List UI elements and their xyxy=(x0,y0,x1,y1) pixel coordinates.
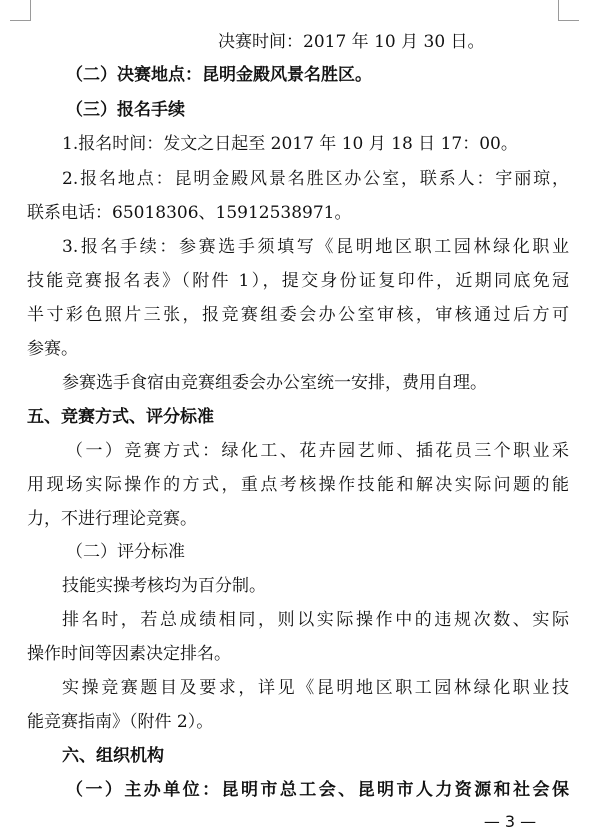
registration-procedure-line-4: 参赛。 xyxy=(27,339,78,359)
contact-phone-line: 联系电话：65018306、15912538971。 xyxy=(27,203,352,223)
accommodation-line: 参赛选手食宿由竞赛组委会办公室统一安排，费用自理。 xyxy=(62,373,487,393)
competition-method-line-1: （一）竞赛方式：绿化工、花卉园艺师、插花员三个职业采 xyxy=(66,441,569,461)
registration-place-line: 2.报名地点：昆明金殿风景名胜区办公室，联系人：宇丽琼， xyxy=(62,169,569,189)
section-five-heading: 五、竞赛方式、评分标准 xyxy=(27,407,214,427)
page-corner-mark-top-right xyxy=(558,0,579,21)
registration-procedure-line-2: 技能竞赛报名表》（附件 1），提交身份证复印件，近期同底免冠 xyxy=(27,271,569,291)
registration-heading: （三）报名手续 xyxy=(66,100,185,120)
ranking-line-2: 操作时间等因素决定排名。 xyxy=(27,644,231,664)
organizer-line: （一）主办单位：昆明市总工会、昆明市人力资源和社会保 xyxy=(66,780,569,800)
competition-method-line-2: 用现场实际操作的方式，重点考核操作技能和解决实际问题的能 xyxy=(27,475,569,495)
registration-procedure-line-1: 3.报名手续：参赛选手须填写《昆明地区职工园林绿化职业 xyxy=(62,237,569,257)
competition-method-line-3: 力，不进行理论竞赛。 xyxy=(27,509,197,529)
registration-procedure-line-3: 半寸彩色照片三张，报竞赛组委会办公室审核，审核通过后方可 xyxy=(27,305,569,325)
final-date-line: 决赛时间：2017 年 10 月 30 日。 xyxy=(218,32,485,52)
competition-guide-line-2: 能竞赛指南》（附件 2）。 xyxy=(27,712,214,732)
competition-guide-line-1: 实操竞赛题目及要求，详见《昆明地区职工园林绿化职业技 xyxy=(62,678,569,698)
scoring-line: 技能实操考核均为百分制。 xyxy=(62,576,266,596)
page-number: — 3 — xyxy=(483,812,537,831)
ranking-line-1: 排名时，若总成绩相同，则以实际操作中的违规次数、实际 xyxy=(62,610,569,630)
section-six-heading: 六、组织机构 xyxy=(62,746,164,766)
final-venue-line: （二）决赛地点：昆明金殿风景名胜区。 xyxy=(66,65,372,85)
registration-time-line: 1.报名时间：发文之日起至 2017 年 10 月 18 日 17：00。 xyxy=(62,134,518,154)
page-corner-mark-top-left xyxy=(10,0,31,21)
scoring-standard-heading: （二）评分标准 xyxy=(66,542,185,562)
